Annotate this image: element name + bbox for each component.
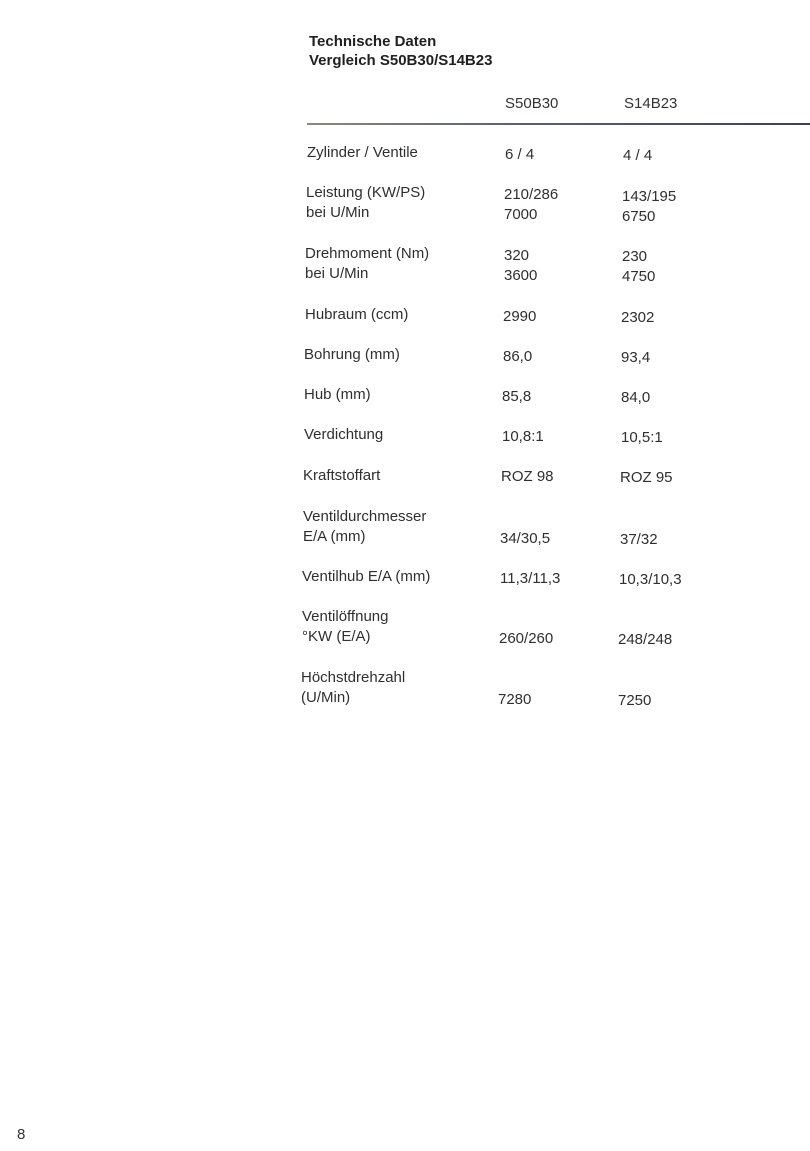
row-label: Höchstdrehzahl (U/Min) (301, 669, 406, 706)
row-label: Ventilhub E/A (mm) (302, 568, 431, 585)
row-label: Ventildurchmesser E/A (mm) (303, 508, 427, 545)
column-header-s50b30: S50B30 (505, 95, 559, 112)
row-value-s14b23: 2302 (621, 309, 655, 326)
row-value-s14b23: 93,4 (621, 349, 651, 366)
row-label: Verdichtung (304, 426, 384, 443)
header-divider (307, 123, 810, 125)
row-label: Drehmoment (Nm) bei U/Min (305, 245, 430, 282)
row-value-s14b23: 37/32 (620, 531, 658, 548)
row-value-s50b30: 86,0 (503, 348, 533, 365)
page-number: 8 (17, 1126, 26, 1143)
column-header-s14b23: S14B23 (624, 95, 678, 112)
row-value-s14b23: 248/248 (618, 631, 673, 648)
row-value-s14b23: 10,3/10,3 (619, 571, 682, 588)
row-value-s14b23: 143/195 6750 (622, 188, 677, 225)
heading-subtitle: Vergleich S50B30/S14B23 (309, 52, 493, 69)
row-label: Kraftstoffart (303, 467, 381, 484)
row-value-s50b30: 6 / 4 (505, 146, 535, 163)
row-label: Hubraum (ccm) (305, 306, 409, 323)
row-value-s50b30: 7280 (498, 691, 532, 708)
row-value-s50b30: 11,3/11,3 (500, 570, 561, 587)
page-heading (309, 32, 492, 70)
row-value-s50b30: 85,8 (502, 388, 532, 405)
row-label: Ventilöffnung °KW (E/A) (302, 608, 389, 645)
row-label: Bohrung (mm) (304, 346, 400, 363)
heading-title: Technische Daten (309, 33, 437, 50)
row-value-s50b30: 10,8:1 (502, 428, 544, 445)
row-value-s14b23: 4 / 4 (623, 147, 653, 164)
row-value-s14b23: 10,5:1 (621, 429, 663, 446)
row-value-s50b30: 34/30,5 (500, 530, 551, 547)
row-value-s14b23: ROZ 95 (620, 469, 673, 486)
row-label: Hub (mm) (304, 386, 371, 403)
row-value-s50b30: 2990 (503, 308, 537, 325)
row-value-s50b30: 210/286 7000 (504, 186, 559, 223)
row-value-s14b23: 7250 (618, 692, 652, 709)
row-value-s14b23: 230 4750 (622, 248, 656, 285)
row-value-s50b30: 260/260 (499, 630, 554, 647)
row-value-s14b23: 84,0 (621, 389, 651, 406)
row-value-s50b30: ROZ 98 (501, 468, 554, 485)
row-label: Leistung (KW/PS) bei U/Min (306, 184, 426, 221)
row-label: Zylinder / Ventile (307, 144, 418, 161)
row-value-s50b30: 320 3600 (504, 247, 538, 284)
